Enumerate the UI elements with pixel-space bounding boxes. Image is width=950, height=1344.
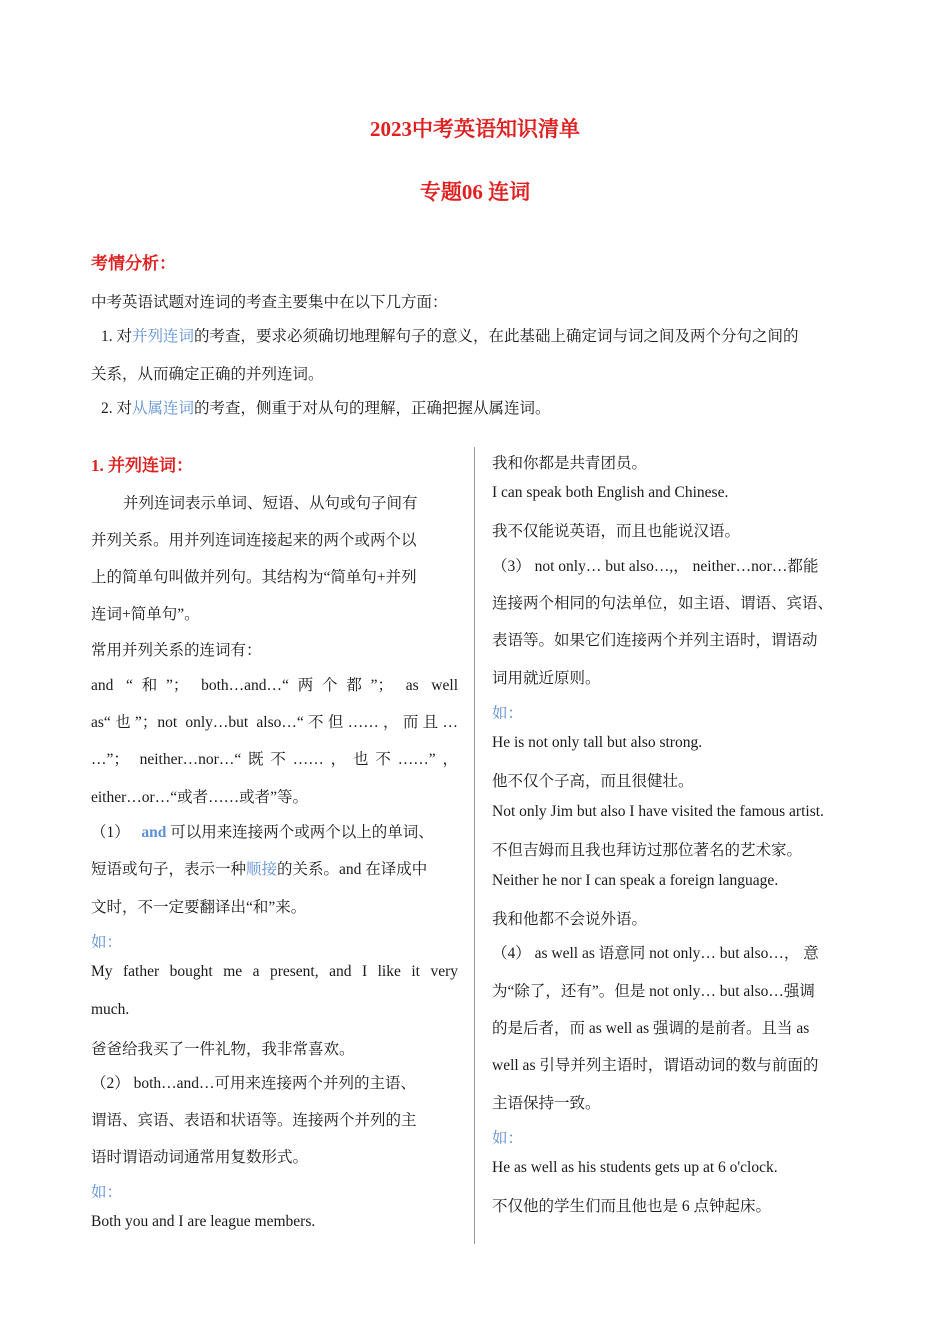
analysis-item-1-text: 的考查，要求必须确切地理解句子的意义，在此基础上确定词与词之间及两个分句之间的 xyxy=(194,328,799,345)
rule-4-line: 的是后者，而 as well as 强调的是前者。且当 as xyxy=(492,1020,810,1037)
rule-1-number: （1） xyxy=(91,824,130,841)
conjunction-list-line: …”； neither…nor…“既不……，也不……”， xyxy=(91,751,458,768)
example-chinese: 我和他都不会说外语。 xyxy=(492,911,648,928)
example-english: Neither he nor I can speak a foreign language. xyxy=(492,872,779,889)
rule-2-line: 语时谓语动词通常用复数形式。 xyxy=(91,1149,309,1166)
section-1-heading: 1. 并列连词： xyxy=(91,456,193,475)
rule-3-line: 连接两个相同的句法单位，如主语、谓语、宾语、 xyxy=(492,595,834,612)
rule-1-text-b: 的关系。and 在译成中 xyxy=(277,861,428,878)
example-english: Not only Jim but also I have visited the famous artist. xyxy=(492,803,824,820)
para-1-line: 并列连词表示单词、短语、从句或句子间有 xyxy=(123,495,418,512)
example-english: My father bought me a present, and I like it very xyxy=(91,963,458,980)
rule-4-line: well as 引导并列主语时，谓语动词的数与前面的 xyxy=(492,1057,819,1074)
example-english: I can speak both English and Chinese. xyxy=(492,484,729,501)
rule-4-line: 主语保持一致。 xyxy=(492,1095,601,1112)
example-label: 如： xyxy=(492,1130,524,1147)
analysis-item-2-prefix: 2. 对 xyxy=(101,400,133,417)
rule-1-line xyxy=(91,820,458,842)
document-title: 2023中考英语知识清单 xyxy=(370,117,580,141)
example-english: He is not only tall but also strong. xyxy=(492,734,703,751)
example-english: He as well as his students gets up at 6 o'clock. xyxy=(492,1159,778,1176)
analysis-item-2-text: 的考查，侧重于对从句的理解，正确把握从属连词。 xyxy=(194,400,551,417)
analysis-heading: 考情分析： xyxy=(91,254,176,273)
rule-4-line: （4） as well as 语意同 not only… but also…， 意 xyxy=(492,945,819,962)
para-1-line: 并列关系。用并列连词连接起来的两个或两个以 xyxy=(91,532,417,549)
rule-4-line: 为“除了，还有”。但是 not only… but also…强调 xyxy=(492,983,815,1000)
and-keyword: and xyxy=(141,824,167,841)
subordinating-conjunction-link[interactable]: 从属连词 xyxy=(132,400,195,417)
rule-1-line-3: 文时，不一定要翻译出“和”来。 xyxy=(91,899,307,916)
analysis-item-1-prefix: 1. 对 xyxy=(101,328,133,345)
rule-3-line: 表语等。如果它们连接两个并列主语时，谓语动 xyxy=(492,632,818,649)
rule-2-line: （2） both…and…可用来连接两个并列的主语、 xyxy=(91,1075,417,1092)
example-chinese: 我和你都是共青团员。 xyxy=(492,455,648,472)
analysis-item-1-cont: 关系，从而确定正确的并列连词。 xyxy=(91,366,324,383)
rule-1-line-2 xyxy=(91,857,458,879)
example-chinese: 爸爸给我买了一件礼物，我非常喜欢。 xyxy=(91,1041,355,1058)
example-chinese: 不但吉姆而且我也拜访过那位著名的艺术家。 xyxy=(492,842,803,859)
example-english: Both you and I are league members. xyxy=(91,1213,316,1230)
example-english: much. xyxy=(91,1001,130,1018)
analysis-item-1 xyxy=(101,324,799,346)
column-divider xyxy=(474,447,475,1244)
sequential-link[interactable]: 顺接 xyxy=(246,861,278,878)
example-chinese: 我不仅能说英语，而且也能说汉语。 xyxy=(492,523,741,540)
rule-1-text: 可以用来连接两个或两个以上的单词、 xyxy=(170,824,434,841)
coordinating-conjunction-link[interactable]: 并列连词 xyxy=(132,328,195,345)
conjunction-list-line: as“也”；not only…but also…“不但……，而且… xyxy=(91,714,458,731)
rule-3-line: 词用就近原则。 xyxy=(492,670,601,687)
rule-1-text-a: 短语或句子，表示一种 xyxy=(91,861,247,878)
common-conjunctions-label: 常用并列关系的连词有： xyxy=(91,642,262,659)
example-label: 如： xyxy=(91,1184,123,1201)
example-chinese: 不仅他的学生们而且他也是 6 点钟起床。 xyxy=(492,1198,772,1215)
para-1-line: 上的简单句叫做并列句。其结构为“简单句+并列 xyxy=(91,569,417,586)
analysis-intro: 中考英语试题对连词的考查主要集中在以下几方面： xyxy=(91,294,448,311)
document-subtitle: 专题06 连词 xyxy=(419,180,531,204)
analysis-item-2 xyxy=(101,396,551,418)
conjunction-list-line: either…or…“或者……或者”等。 xyxy=(91,789,308,806)
para-1-line: 连词+简单句”。 xyxy=(91,606,200,623)
rule-2-line: 谓语、宾语、表语和状语等。连接两个并列的主 xyxy=(91,1112,417,1129)
example-chinese: 他不仅个子高，而且很健壮。 xyxy=(492,773,694,790)
example-label: 如： xyxy=(492,705,524,722)
rule-3-line: （3） not only… but also…,， neither…nor…都能 xyxy=(492,558,819,575)
conjunction-list-line: and “和”； both…and…“两个都”； as well xyxy=(91,677,458,694)
example-label: 如： xyxy=(91,934,123,951)
